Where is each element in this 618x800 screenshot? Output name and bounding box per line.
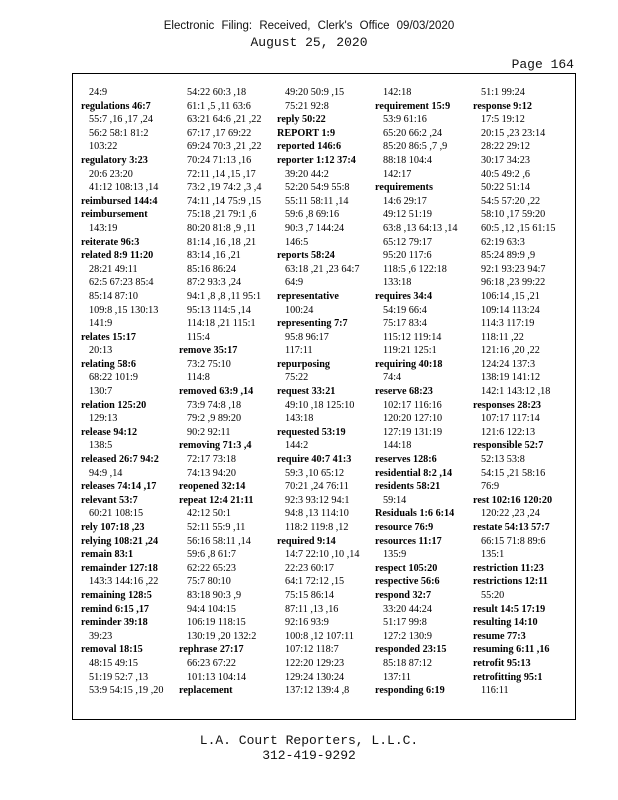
index-entry-pages: 90:3 ,7 144:24: [285, 222, 345, 234]
index-entry-heading: release 94:12: [81, 426, 138, 438]
index-entry-pages: 103:22: [89, 141, 118, 153]
index-entry-pages: 121:16 ,20 ,22: [481, 345, 540, 357]
index-entry-pages: 94:4 104:15: [187, 603, 236, 615]
index-entry-pages: 107:17 117:14: [481, 413, 540, 425]
index-entry-heading: requirement 15:9: [375, 100, 451, 112]
index-entry-heading: reiterate 96:3: [81, 236, 140, 248]
index-entry-pages: 143:19: [89, 222, 118, 234]
index-entry-pages: 48:15 49:15: [89, 657, 138, 669]
index-entry-heading: remaining 128:5: [81, 589, 152, 601]
index-entry-pages: 39:23: [89, 630, 113, 642]
index-entry-heading: residential 8:2 ,14: [375, 467, 453, 479]
index-entry-pages: 59:14: [383, 494, 407, 506]
index-entry-pages: 85:18 87:12: [383, 657, 432, 669]
index-entry-heading: restrictions 12:11: [473, 576, 548, 588]
index-entry-heading: resulting 14:10: [473, 617, 538, 629]
index-frame: [72, 73, 576, 720]
index-entry-pages: 118:2 119:8 ,12: [285, 522, 349, 533]
index-entry-pages: 85:16 86:24: [187, 263, 236, 275]
index-entry-pages: 69:24 70:3 ,21 ,22: [187, 141, 262, 153]
index-entry-pages: 144:2: [285, 440, 309, 452]
index-entry-pages: 114:8: [187, 372, 210, 384]
index-entry-heading: response 9:12: [473, 100, 532, 112]
index-entry-pages: 115:4: [187, 331, 210, 343]
index-entry-heading: reopened 32:14: [179, 481, 246, 493]
index-entry-pages: 133:18: [383, 277, 412, 289]
index-entry-pages: 85:20 86:5 ,7 ,9: [383, 141, 448, 153]
court-reporter-company: L.A. Court Reporters, L.L.C.: [199, 733, 419, 748]
index-entry-pages: 56:2 58:1 81:2: [89, 127, 149, 139]
index-entry-pages: 115:12 119:14: [383, 331, 442, 343]
index-entry-heading: reports 58:24: [277, 250, 335, 262]
index-entry-pages: 137:12 139:4 ,8: [285, 685, 350, 697]
index-entry-pages: 121:6 122:13: [481, 426, 536, 438]
index-entry-heading: reserve 68:23: [375, 386, 433, 398]
index-entry-heading: requirements: [375, 182, 433, 194]
index-entry-pages: 87:11 ,13 ,16: [285, 603, 339, 615]
index-column-2: [179, 86, 277, 719]
index-entry-pages: 17:5 19:12: [481, 114, 525, 126]
index-entry-heading: resume 77:3: [473, 630, 526, 642]
index-entry-pages: 90:2 92:11: [187, 426, 231, 438]
index-entry-heading: responses 28:23: [473, 399, 542, 411]
index-entry-pages: 107:12 118:7: [285, 644, 339, 656]
index-entry-pages: 73:2 ,19 74:2 ,3 ,4: [187, 182, 262, 194]
index-entry-pages: 67:17 ,17 69:22: [187, 127, 252, 139]
index-entry-pages: 95:20 117:6: [383, 250, 432, 262]
index-entry-pages: 118:11 ,22: [481, 331, 524, 343]
index-entry-pages: 70:24 71:13 ,16: [187, 154, 252, 166]
index-entry-pages: 85:14 87:10: [89, 290, 138, 302]
index-entry-heading: replacement: [179, 685, 233, 697]
index-entry-pages: 130:19 ,20 132:2: [187, 630, 257, 642]
index-entry-heading: resuming 6:11 ,16: [473, 644, 550, 656]
index-entry-pages: 122:20 129:23: [285, 657, 345, 669]
index-entry-pages: 75:7 80:10: [187, 576, 231, 588]
index-entry-pages: 75:18 ,21 79:1 ,6: [187, 209, 257, 221]
index-entry-heading: repeat 12:4 21:11: [179, 494, 254, 506]
index-entry-pages: 114:18 ,21 115:1: [187, 318, 256, 330]
index-entry-pages: 95:8 96:17: [285, 331, 329, 343]
index-entry-pages: 28:21 49:11: [89, 263, 138, 275]
index-entry-pages: 127:19 131:19: [383, 426, 443, 438]
index-entry-pages: 54:22 60:3 ,18: [187, 87, 247, 98]
index-entry-heading: rest 102:16 120:20: [473, 494, 553, 506]
index-entry-heading: remainder 127:18: [81, 562, 158, 574]
index-entry-heading: respond 32:7: [375, 589, 432, 601]
index-entry-pages: 50:22 51:14: [481, 182, 530, 194]
index-entry-pages: 49:10 ,18 125:10: [285, 399, 355, 411]
index-entry-heading: required 9:14: [277, 535, 336, 547]
index-entry-pages: 96:18 ,23 99:22: [481, 277, 546, 289]
index-entry-pages: 106:14 ,15 ,21: [481, 290, 540, 302]
index-entry-heading: result 14:5 17:19: [473, 603, 546, 615]
index-entry-heading: retrofit 95:13: [473, 657, 531, 669]
index-entry-pages: 63:18 ,21 ,23 64:7: [285, 263, 360, 275]
index-entry-heading: relating 58:6: [81, 358, 136, 370]
index-entry-pages: 63:8 ,13 64:13 ,14: [383, 222, 458, 234]
index-entry-pages: 80:20 81:8 ,9 ,11: [187, 222, 256, 234]
index-entry-pages: 52:13 53:8: [481, 454, 525, 466]
court-reporter-phone: 312-419-9292: [262, 748, 356, 763]
index-entry-pages: 120:22 ,23 ,24: [481, 508, 540, 520]
index-entry-pages: 74:4: [383, 372, 402, 384]
index-entry-pages: 52:20 54:9 55:8: [285, 182, 350, 194]
index-entry-heading: remove 35:17: [179, 345, 238, 357]
index-entry-pages: 102:17 116:16: [383, 399, 442, 411]
index-entry-pages: 127:2 130:9: [383, 630, 432, 642]
index-entry-heading: reserves 128:6: [375, 454, 437, 466]
index-entry-pages: 142:18: [383, 87, 412, 98]
index-entry-heading: restriction 11:23: [473, 562, 544, 574]
index-entry-pages: 54:5 57:20 ,22: [481, 195, 541, 207]
index-entry-pages: 94:1 ,8 ,8 ,11 95:1: [187, 290, 262, 302]
index-entry-pages: 76:9: [481, 481, 500, 493]
index-entry-pages: 83:18 90:3 ,9: [187, 589, 242, 601]
index-entry-pages: 124:24 137:3: [481, 358, 536, 370]
index-entry-pages: 53:9 54:15 ,19 ,20: [89, 685, 164, 697]
index-entry-pages: 64:1 72:12 ,15: [285, 576, 345, 588]
index-entry-pages: 68:22 101:9: [89, 372, 138, 384]
index-entry-heading: restate 54:13 57:7: [473, 522, 550, 533]
index-entry-pages: 72:17 73:18: [187, 454, 236, 466]
index-entry-pages: 28:22 29:12: [481, 141, 530, 153]
index-entry-pages: 143:18: [285, 413, 314, 425]
index-entry-heading: residents 58:21: [375, 481, 441, 493]
index-entry-pages: 62:5 67:23 85:4: [89, 277, 154, 289]
transcript-date: August 25, 2020: [250, 35, 368, 50]
index-entry-heading: remain 83:1: [81, 549, 134, 561]
index-entry-heading: reimbursement: [81, 209, 148, 221]
index-column-5: [473, 86, 571, 719]
index-entry-heading: responsible 52:7: [473, 440, 544, 452]
index-entry-heading: relates 15:17: [81, 331, 136, 343]
index-entry-pages: 49:12 51:19: [383, 209, 432, 221]
index-entry-heading: removed 63:9 ,14: [179, 386, 254, 398]
index-entry-heading: related 8:9 11:20: [81, 250, 154, 262]
index-entry-pages: 61:1 ,5 ,11 63:6: [187, 100, 251, 112]
index-entry-pages: 64:9: [285, 277, 304, 289]
index-column-1: [81, 86, 179, 719]
index-entry-pages: 138:19 141:12: [481, 372, 541, 384]
index-entry-pages: 72:11 ,14 ,15 ,17: [187, 168, 256, 180]
index-entry-pages: 14:6 29:17: [383, 195, 427, 207]
index-entry-pages: 56:16 58:11 ,14: [187, 535, 251, 547]
index-entry-heading: rephrase 27:17: [179, 644, 244, 656]
index-entry-pages: 137:11: [383, 671, 411, 683]
index-entry-pages: 142:1 143:12 ,18: [481, 386, 551, 398]
index-entry-heading: regulations 46:7: [81, 100, 151, 112]
index-entry-pages: 81:14 ,16 ,18 ,21: [187, 236, 257, 248]
index-entry-pages: 24:9: [89, 87, 108, 98]
index-entry-pages: 100:8 ,12 107:11: [285, 630, 354, 642]
index-entry-pages: 52:11 55:9 ,11: [187, 522, 246, 533]
index-entry-pages: 142:17: [383, 168, 412, 180]
index-entry-pages: 116:11: [481, 685, 509, 697]
index-entry-heading: respect 105:20: [375, 562, 438, 574]
index-entry-pages: 129:24 130:24: [285, 671, 345, 683]
index-entry-pages: 66:15 71:8 89:6: [481, 535, 546, 547]
index-entry-pages: 141:9: [89, 318, 113, 330]
index-entry-pages: 66:23 67:22: [187, 657, 236, 669]
index-entry-heading: reporter 1:12 37:4: [277, 154, 356, 166]
index-entry-pages: 129:13: [89, 413, 118, 425]
index-entry-heading: representing 7:7: [277, 318, 348, 330]
index-entry-pages: 109:14 113:24: [481, 304, 540, 316]
index-entry-pages: 94:8 ,13 114:10: [285, 508, 349, 520]
index-entry-heading: retrofitting 95:1: [473, 671, 543, 683]
index-entry-pages: 59:3 ,10 65:12: [285, 467, 345, 479]
index-entry-pages: 83:14 ,16 ,21: [187, 250, 241, 262]
index-entry-pages: 75:17 83:4: [383, 318, 427, 330]
index-entry-heading: reported 146:6: [277, 141, 342, 153]
page-number: Page 164: [511, 57, 574, 72]
index-entry-pages: 119:21 125:1: [383, 345, 437, 357]
index-entry-pages: 114:3 117:19: [481, 318, 535, 330]
index-entry-pages: 62:22 65:23: [187, 562, 236, 574]
index-entry-pages: 100:24: [285, 304, 314, 316]
filing-stamp-line: Electronic Filing: Received, Clerk's Office 09/03/2020: [163, 20, 455, 32]
index-entry-pages: 88:18 104:4: [383, 154, 432, 166]
index-entry-heading: responding 6:19: [375, 685, 445, 697]
index-entry-pages: 92:3 93:12 94:1: [285, 494, 350, 506]
index-column-3: [277, 86, 375, 719]
index-entry-pages: 14:7 22:10 ,10 ,14: [285, 549, 360, 561]
index-entry-pages: 101:13 104:14: [187, 671, 247, 683]
index-entry-pages: 144:18: [383, 440, 412, 452]
index-entry-pages: 138:5: [89, 440, 113, 452]
index-entry-pages: 59:6 ,8 69:16: [285, 209, 340, 221]
index-entry-pages: 42:12 50:1: [187, 508, 231, 520]
index-entry-heading: removing 71:3 ,4: [179, 440, 252, 452]
index-entry-pages: 41:12 108:13 ,14: [89, 182, 159, 194]
index-entry-heading: relevant 53:7: [81, 494, 138, 506]
index-entry-pages: 75:21 92:8: [285, 100, 329, 112]
index-entry-pages: 92:1 93:23 94:7: [481, 263, 546, 275]
index-entry-pages: 65:20 66:2 ,24: [383, 127, 443, 139]
index-entry-pages: 22:23 60:17: [285, 562, 334, 574]
index-entry-heading: reminder 39:18: [81, 617, 148, 629]
index-entry-pages: 74:13 94:20: [187, 467, 236, 479]
index-entry-pages: 20:6 23:20: [89, 168, 133, 180]
index-entry-pages: 40:5 49:2 ,6: [481, 168, 530, 180]
index-entry-pages: 59:6 ,8 61:7: [187, 549, 236, 561]
index-entry-pages: 130:7: [89, 386, 113, 398]
index-entry-pages: 143:3 144:16 ,22: [89, 576, 159, 588]
index-entry-heading: require 40:7 41:3: [277, 454, 352, 466]
index-entry-heading: reply 50:22: [277, 114, 326, 126]
index-entry-pages: 58:10 ,17 59:20: [481, 209, 546, 221]
index-entry-pages: 54:19 66:4: [383, 304, 427, 316]
index-entry-pages: 53:9 61:16: [383, 114, 427, 126]
index-entry-pages: 106:19 118:15: [187, 617, 246, 629]
index-entry-heading: removal 18:15: [81, 644, 143, 656]
index-entry-heading: requested 53:19: [277, 426, 346, 438]
index-entry-pages: 117:11: [285, 345, 313, 357]
index-entry-pages: 120:20 127:10: [383, 413, 443, 425]
index-entry-pages: 73:2 75:10: [187, 358, 231, 370]
index-entry-pages: 75:15 86:14: [285, 589, 334, 601]
index-entry-heading: request 33:21: [277, 386, 336, 398]
index-entry-heading: reimbursed 144:4: [81, 195, 158, 207]
index-entry-heading: requiring 40:18: [375, 358, 443, 370]
index-entry-heading: relying 108:21 ,24: [81, 535, 159, 547]
index-entry-heading: responded 23:15: [375, 644, 447, 656]
index-entry-pages: 49:20 50:9 ,15: [285, 87, 345, 98]
index-entry-pages: 55:20: [481, 589, 505, 601]
index-entry-heading: respective 56:6: [375, 576, 440, 588]
index-entry-pages: 65:12 79:17: [383, 236, 432, 248]
index-entry-pages: 87:2 93:3 ,24: [187, 277, 242, 289]
index-entry-pages: 33:20 44:24: [383, 603, 432, 615]
index-entry-heading: relation 125:20: [81, 399, 147, 411]
index-entry-heading: resources 11:17: [375, 535, 442, 547]
index-entry-heading: Residuals 1:6 6:14: [375, 508, 455, 520]
index-entry-pages: 95:13 114:5 ,14: [187, 304, 251, 316]
index-entry-pages: 146:5: [285, 236, 309, 248]
index-entry-pages: 51:17 99:8: [383, 617, 427, 629]
index-entry-pages: 85:24 89:9 ,9: [481, 250, 536, 262]
index-entry-heading: regulatory 3:23: [81, 154, 148, 166]
index-entry-pages: 118:5 ,6 122:18: [383, 263, 447, 275]
index-entry-heading: requires 34:4: [375, 290, 433, 302]
index-entry-pages: 51:1 99:24: [481, 87, 525, 98]
index-entry-pages: 60:21 108:15: [89, 508, 144, 520]
index-entry-pages: 39:20 44:2: [285, 168, 329, 180]
index-entry-pages: 55:7 ,16 ,17 ,24: [89, 114, 153, 126]
index-entry-pages: 51:19 52:7 ,13: [89, 671, 149, 683]
index-entry-pages: 20:15 ,23 23:14: [481, 127, 546, 139]
index-entry-pages: 60:5 ,12 ,15 61:15: [481, 222, 556, 234]
index-entry-pages: 79:2 ,9 89:20: [187, 413, 242, 425]
index-entry-pages: 20:13: [89, 345, 113, 357]
index-entry-pages: 94:9 ,14: [89, 467, 123, 479]
index-entry-heading: rely 107:18 ,23: [81, 522, 145, 533]
index-entry-heading: REPORT 1:9: [277, 127, 336, 139]
index-entry-heading: remind 6:15 ,17: [81, 603, 150, 615]
index-entry-pages: 92:16 93:9: [285, 617, 329, 629]
index-entry-pages: 75:22: [285, 372, 309, 384]
index-entry-heading: resource 76:9: [375, 522, 434, 533]
index-entry-heading: released 26:7 94:2: [81, 454, 159, 466]
index-entry-pages: 135:9: [383, 549, 407, 561]
index-entry-heading: repurposing: [277, 358, 331, 370]
index-entry-pages: 55:11 58:11 ,14: [285, 195, 349, 207]
index-entry-pages: 63:21 64:6 ,21 ,22: [187, 114, 262, 126]
index-entry-pages: 62:19 63:3: [481, 236, 525, 248]
index-entry-pages: 54:15 ,21 58:16: [481, 467, 546, 479]
index-entry-pages: 135:1: [481, 549, 505, 561]
index-entry-heading: releases 74:14 ,17: [81, 481, 157, 493]
index-column-4: [375, 86, 473, 719]
index-entry-pages: 73:9 74:8 ,18: [187, 399, 242, 411]
index-entry-pages: 109:8 ,15 130:13: [89, 304, 159, 316]
index-entry-pages: 74:11 ,14 75:9 ,15: [187, 195, 262, 207]
index-entry-pages: 30:17 34:23: [481, 154, 530, 166]
index-entry-heading: representative: [277, 290, 339, 302]
index-entry-pages: 70:21 ,24 76:11: [285, 481, 349, 493]
